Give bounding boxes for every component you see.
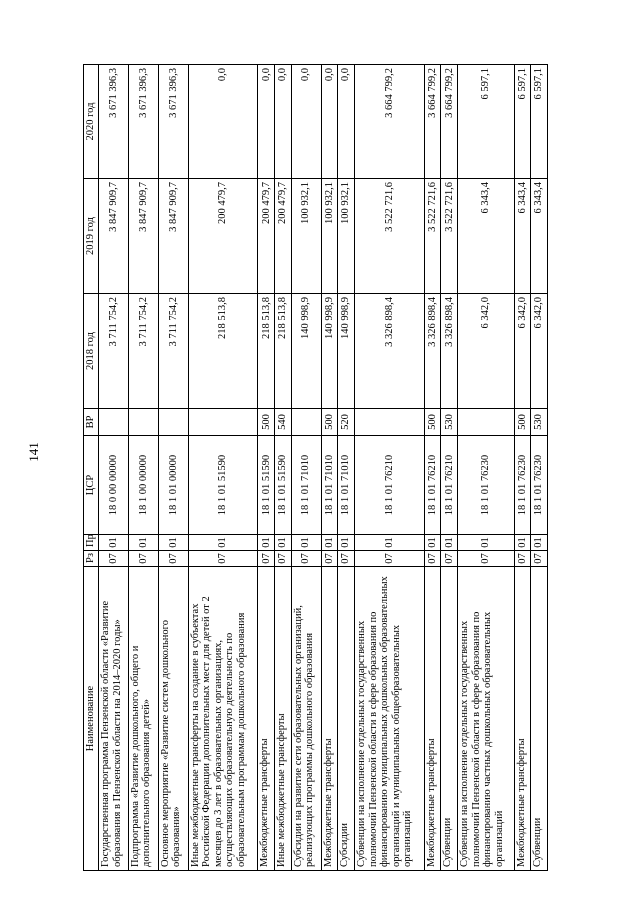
header-pr: Пр [84,535,99,551]
cell-csr: 18 1 00 00000 [128,436,158,535]
cell-2019: 3 522 721,6 [424,179,441,294]
cell-pr: 01 [338,535,355,551]
table-row [338,65,355,871]
cell-vr [158,409,188,436]
cell-pr: 01 [258,535,275,551]
rotated-table-container [83,65,548,871]
table-row [275,65,292,871]
cell-2018: 140 998,9 [291,294,321,409]
header-vr: ВР [84,409,99,436]
cell-pr: 01 [441,535,458,551]
cell-vr: 500 [258,409,275,436]
cell-vr: 500 [424,409,441,436]
table-row [99,65,129,871]
cell-2018: 140 998,9 [338,294,355,409]
cell-2019: 100 932,1 [338,179,355,294]
cell-name: Субсидии на развитие сети образовательных организаций, реализующих программы дошкольного образования [291,567,321,871]
cell-vr [99,409,129,436]
cell-2019: 6 343,4 [458,179,514,294]
table-row [258,65,275,871]
cell-2019: 200 479,7 [258,179,275,294]
cell-rz: 07 [458,551,514,567]
cell-rz: 07 [188,551,258,567]
cell-csr: 18 1 01 76230 [514,436,531,535]
cell-2019: 6 343,4 [514,179,531,294]
cell-pr: 01 [275,535,292,551]
cell-2018: 3 711 754,2 [158,294,188,409]
cell-csr: 18 1 01 71010 [338,436,355,535]
cell-csr: 18 1 01 71010 [321,436,338,535]
table-header-row [84,65,99,871]
cell-name: Иные межбюджетные трансферты на создание в субъектах Российской Федерации дополнительных мест для детей от 2 месяцев до 3 лет в образовательных организациях, осуществляющих образовательную деятельность по образовательным программам дошкольного образования [188,567,258,871]
cell-csr: 18 0 00 00000 [99,436,129,535]
cell-name: Субвенции на исполнение отдельных государственных полномочий Пензенской области в сфере образования по финансированию частных дошкольных образовательных организаций [458,567,514,871]
header-2020: 2020 год [84,65,99,179]
table-row [158,65,188,871]
cell-csr: 18 1 01 51590 [275,436,292,535]
header-csr: ЦСР [84,436,99,535]
page-number: 141 [26,442,41,462]
cell-name: Государственная программа Пензенской области «Развитие образования в Пензенской области на 2014–2020 годы» [99,567,129,871]
cell-rz: 07 [158,551,188,567]
cell-2019: 100 932,1 [291,179,321,294]
cell-2019: 3 522 721,6 [441,179,458,294]
cell-csr: 18 1 01 51590 [188,436,258,535]
cell-csr: 18 1 01 76210 [441,436,458,535]
cell-pr: 01 [158,535,188,551]
cell-pr: 01 [291,535,321,551]
table-row [128,65,158,871]
cell-vr: 500 [514,409,531,436]
cell-2020: 3 664 799,2 [355,65,425,179]
table-row [355,65,425,871]
cell-2018: 218 513,8 [258,294,275,409]
cell-pr: 01 [188,535,258,551]
cell-rz: 07 [291,551,321,567]
cell-2018: 6 342,0 [514,294,531,409]
cell-pr: 01 [424,535,441,551]
cell-rz: 07 [514,551,531,567]
cell-name: Субсидии [338,567,355,871]
cell-name: Межбюджетные трансферты [424,567,441,871]
cell-2019: 3 847 909,7 [99,179,129,294]
cell-pr: 01 [355,535,425,551]
cell-2019: 3 847 909,7 [158,179,188,294]
cell-rz: 07 [258,551,275,567]
cell-2019: 6 343,4 [531,179,548,294]
cell-csr: 18 1 01 76210 [355,436,425,535]
cell-csr: 18 1 01 71010 [291,436,321,535]
cell-vr [188,409,258,436]
cell-2019: 200 479,7 [275,179,292,294]
cell-pr: 01 [128,535,158,551]
cell-name: Основное мероприятие «Развитие систем дошкольного образования» [158,567,188,871]
cell-2020: 3 671 396,3 [158,65,188,179]
table-row [424,65,441,871]
cell-2018: 3 326 898,4 [355,294,425,409]
table-row [321,65,338,871]
cell-csr: 18 1 01 76230 [458,436,514,535]
cell-name: Межбюджетные трансферты [514,567,531,871]
cell-vr: 540 [275,409,292,436]
cell-2019: 200 479,7 [188,179,258,294]
cell-vr [355,409,425,436]
cell-pr: 01 [321,535,338,551]
cell-2020: 0,0 [321,65,338,179]
cell-2018: 6 342,0 [531,294,548,409]
cell-pr: 01 [514,535,531,551]
cell-rz: 07 [531,551,548,567]
cell-name: Субвенции [531,567,548,871]
table-row [188,65,258,871]
cell-rz: 07 [338,551,355,567]
cell-2019: 100 932,1 [321,179,338,294]
table-row [441,65,458,871]
table-row [458,65,514,871]
budget-table [83,64,548,871]
cell-vr: 520 [338,409,355,436]
table-row [291,65,321,871]
cell-2019: 3 522 721,6 [355,179,425,294]
cell-2020: 0,0 [338,65,355,179]
cell-2020: 6 597,1 [531,65,548,179]
cell-2018: 3 711 754,2 [128,294,158,409]
cell-2019: 3 847 909,7 [128,179,158,294]
cell-2020: 3 664 799,2 [424,65,441,179]
cell-2018: 3 326 898,4 [424,294,441,409]
cell-2018: 218 513,8 [275,294,292,409]
cell-2020: 6 597,1 [514,65,531,179]
table-row [531,65,548,871]
cell-name: Субвенции на исполнение отдельных государственных полномочий Пензенской области в сфере образования по финансированию муниципальных дошкольных образовательных организаций и муниципальных общеобразовательных организаций [355,567,425,871]
cell-name: Иные межбюджетные трансферты [275,567,292,871]
cell-2020: 0,0 [275,65,292,179]
cell-2018: 3 326 898,4 [441,294,458,409]
header-rz: Рз [84,551,99,567]
cell-2020: 3 671 396,3 [99,65,129,179]
cell-2018: 3 711 754,2 [99,294,129,409]
cell-vr [291,409,321,436]
cell-name: Межбюджетные трансферты [258,567,275,871]
header-2019: 2019 год [84,179,99,294]
cell-vr: 530 [441,409,458,436]
cell-rz: 07 [99,551,129,567]
cell-2020: 0,0 [291,65,321,179]
header-2018: 2018 год [84,294,99,409]
cell-vr: 500 [321,409,338,436]
cell-rz: 07 [441,551,458,567]
table-body [99,65,548,871]
cell-2020: 3 664 799,2 [441,65,458,179]
cell-2020: 3 671 396,3 [128,65,158,179]
cell-csr: 18 1 01 51590 [258,436,275,535]
cell-2020: 0,0 [258,65,275,179]
cell-rz: 07 [275,551,292,567]
cell-pr: 01 [458,535,514,551]
cell-csr: 18 1 01 00000 [158,436,188,535]
cell-rz: 07 [128,551,158,567]
cell-vr [458,409,514,436]
cell-rz: 07 [321,551,338,567]
cell-rz: 07 [355,551,425,567]
cell-vr: 530 [531,409,548,436]
cell-pr: 01 [531,535,548,551]
cell-csr: 18 1 01 76210 [424,436,441,535]
cell-vr [128,409,158,436]
cell-name: Межбюджетные трансферты [321,567,338,871]
cell-name: Подпрограмма «Развитие дошкольного, общего и дополнительного образования детей» [128,567,158,871]
cell-2018: 140 998,9 [321,294,338,409]
cell-rz: 07 [424,551,441,567]
cell-2020: 0,0 [188,65,258,179]
table-row [514,65,531,871]
cell-pr: 01 [99,535,129,551]
cell-2020: 6 597,1 [458,65,514,179]
header-name: Наименование [84,567,99,871]
cell-csr: 18 1 01 76230 [531,436,548,535]
cell-2018: 218 513,8 [188,294,258,409]
cell-2018: 6 342,0 [458,294,514,409]
cell-name: Субвенции [441,567,458,871]
